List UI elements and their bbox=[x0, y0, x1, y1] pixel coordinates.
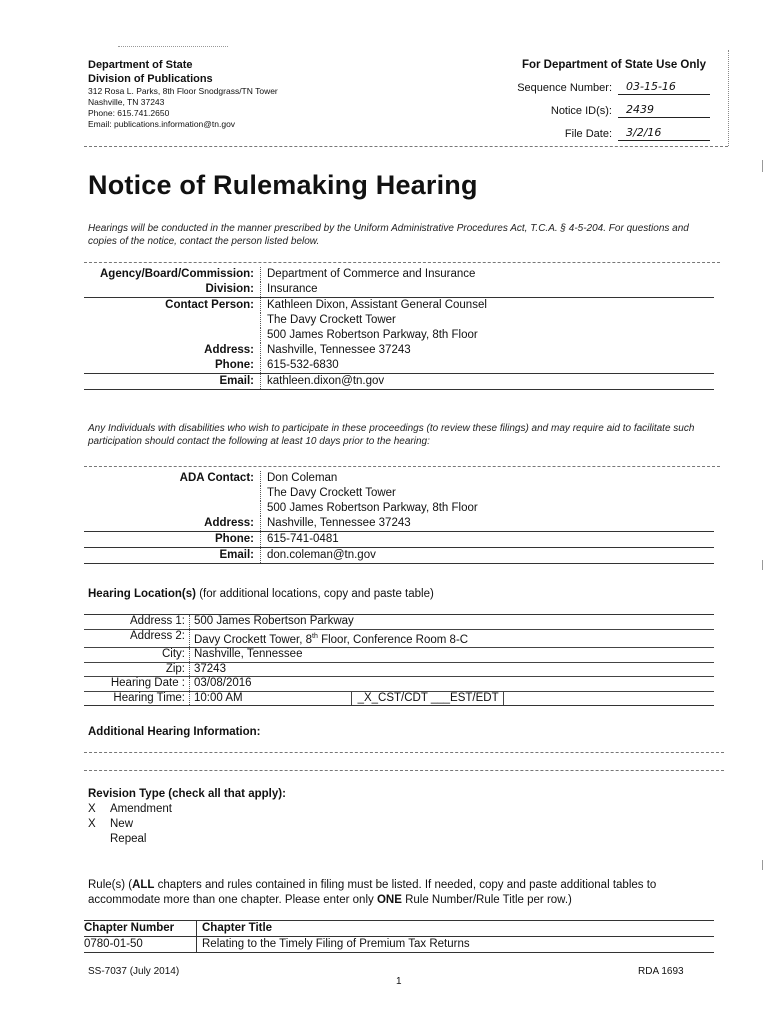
notice-id-label: Notice ID(s): bbox=[550, 105, 612, 117]
publisher-address-line2: Nashville, TN 37243 bbox=[88, 97, 165, 107]
ada-table bbox=[84, 471, 714, 564]
location-row-time bbox=[84, 692, 714, 706]
address-line3: Nashville, Tennessee 37243 bbox=[260, 343, 714, 358]
address-line1: The Davy Crockett Tower bbox=[260, 313, 714, 328]
page-title: Notice of Rulemaking Hearing bbox=[88, 170, 478, 200]
timezone-selection: _X_CST/CDT ___EST/EDT bbox=[351, 692, 504, 706]
header-divider bbox=[84, 146, 728, 147]
rules-instructions: Rule(s) (ALL chapters and rules contained in filing must be listed. If needed, copy and paste additional tables to accommodate more than one chapter. Please enter only ONE Rule Number/Rule Title per row.) bbox=[88, 879, 657, 906]
address-label: Address: bbox=[204, 344, 254, 356]
email-row bbox=[84, 374, 714, 390]
zip-value: 37243 bbox=[194, 662, 226, 675]
location-row-city bbox=[84, 648, 714, 663]
hearing-location-heading: Hearing Location(s) bbox=[88, 588, 196, 600]
rda-number: RDA 1693 bbox=[638, 966, 684, 977]
publisher-phone: Phone: 615.741.2650 bbox=[88, 108, 170, 118]
hearing-time-label: Hearing Time: bbox=[84, 692, 190, 706]
ada-address-line3: Nashville, Tennessee 37243 bbox=[260, 516, 714, 531]
hearing-date-value: 03/08/2016 bbox=[194, 677, 252, 690]
amendment-check: X bbox=[88, 803, 96, 815]
sequence-number-row bbox=[470, 80, 720, 95]
amendment-label: Amendment bbox=[110, 803, 173, 815]
contact-person-row bbox=[84, 298, 714, 313]
ada-email-row bbox=[84, 548, 714, 564]
ada-email-value: don.coleman@tn.gov bbox=[260, 548, 714, 563]
scan-edge-mark bbox=[762, 560, 763, 570]
agency-label: Agency/Board/Commission: bbox=[100, 268, 254, 280]
page-number: 1 bbox=[396, 976, 402, 987]
additional-info-box-top bbox=[84, 752, 724, 753]
revision-type-list bbox=[88, 802, 172, 847]
address1-value: 500 James Robertson Parkway bbox=[194, 615, 354, 627]
intro-note: Hearings will be conducted in the manner prescribed by the Uniform Administrative Procedures Act, T.C.A. § 4-5-204. For questions and copies of the notice, contact the person listed below. bbox=[88, 223, 689, 247]
revision-type-title: Revision Type (check all that apply): bbox=[88, 788, 286, 800]
additional-info-title: Additional Hearing Information: bbox=[88, 726, 261, 738]
notice-id-value: 2439 bbox=[618, 103, 710, 118]
address2-label: Address 2: bbox=[84, 630, 190, 647]
rules-table-header bbox=[84, 921, 714, 937]
scan-edge-mark bbox=[762, 160, 763, 172]
scan-mark bbox=[118, 46, 228, 47]
publisher-block bbox=[88, 58, 418, 130]
ada-contact-row bbox=[84, 471, 714, 486]
location-row-date bbox=[84, 677, 714, 692]
ada-phone-value: 615-741-0481 bbox=[260, 532, 714, 547]
revision-new bbox=[88, 817, 172, 832]
state-use-block bbox=[470, 58, 720, 141]
address1-label: Address 1: bbox=[84, 615, 190, 629]
ada-contact-value: Don Coleman bbox=[260, 471, 714, 486]
phone-row bbox=[84, 358, 714, 374]
location-row-address2 bbox=[84, 630, 714, 648]
rules-table-row bbox=[84, 937, 714, 952]
agency-value: Department of Commerce and Insurance bbox=[260, 267, 714, 282]
revision-amendment bbox=[88, 802, 172, 817]
address-row bbox=[84, 313, 714, 328]
file-date-label: File Date: bbox=[564, 128, 612, 140]
division-value: Insurance bbox=[260, 282, 714, 297]
division-name: Division of Publications bbox=[88, 73, 213, 85]
form-id: SS-7037 (July 2014) bbox=[88, 966, 180, 977]
address2-value: Davy Crockett Tower, 8th Floor, Conference Room 8-C bbox=[194, 632, 469, 646]
division-label: Division: bbox=[205, 283, 254, 295]
hearing-date-label: Hearing Date : bbox=[84, 677, 190, 691]
state-use-title: For Department of State Use Only bbox=[521, 59, 706, 71]
ada-address-line1: The Davy Crockett Tower bbox=[260, 486, 714, 501]
repeal-check bbox=[88, 832, 110, 847]
department-name: Department of State bbox=[88, 59, 193, 71]
city-value: Nashville, Tennessee bbox=[194, 648, 303, 661]
rules-table bbox=[84, 920, 714, 953]
new-label: New bbox=[110, 818, 134, 830]
address-line2: 500 James Robertson Parkway, 8th Floor bbox=[260, 328, 714, 343]
phone-value: 615-532-6830 bbox=[260, 358, 714, 373]
file-date-row bbox=[470, 126, 720, 141]
zip-label: Zip: bbox=[84, 663, 190, 677]
phone-label: Phone: bbox=[215, 359, 254, 371]
chapter-title-header: Chapter Title bbox=[196, 921, 714, 936]
header-right-border bbox=[728, 50, 729, 146]
agency-table-top bbox=[84, 262, 720, 263]
sequence-number-value: 03-15-16 bbox=[618, 80, 710, 95]
new-check: X bbox=[88, 818, 96, 830]
scan-edge-mark bbox=[762, 860, 763, 870]
location-row-address1 bbox=[84, 615, 714, 630]
ada-address-line2: 500 James Robertson Parkway, 8th Floor bbox=[260, 501, 714, 516]
ada-email-label: Email: bbox=[219, 549, 254, 561]
ada-phone-row bbox=[84, 532, 714, 548]
publisher-email: Email: publications.information@tn.gov bbox=[88, 119, 236, 129]
ada-address-row bbox=[84, 516, 714, 532]
repeal-label: Repeal bbox=[110, 833, 147, 845]
sequence-number-label: Sequence Number: bbox=[517, 82, 612, 94]
city-label: City: bbox=[84, 648, 190, 662]
hearing-location-note: (for additional locations, copy and paste table) bbox=[199, 588, 434, 600]
email-value: kathleen.dixon@tn.gov bbox=[260, 374, 714, 389]
notice-id-row bbox=[470, 103, 720, 118]
email-label: Email: bbox=[219, 375, 254, 387]
hearing-time-value: 10:00 AM bbox=[194, 691, 243, 704]
contact-person-value: Kathleen Dixon, Assistant General Counsel bbox=[260, 298, 714, 313]
ada-note: Any Individuals with disabilities who wish to participate in these proceedings (to review these filings) and may require aid to facilitate such participation should contact the following at least 10 days prior to the hearing: bbox=[88, 423, 695, 447]
revision-repeal bbox=[88, 832, 172, 847]
hearing-location-table bbox=[84, 614, 714, 706]
agency-table bbox=[84, 267, 714, 390]
ada-contact-label: ADA Contact: bbox=[179, 472, 254, 484]
additional-info-box-bottom bbox=[84, 770, 724, 771]
chapter-number-header: Chapter Number bbox=[84, 922, 175, 934]
division-row bbox=[84, 282, 714, 298]
publisher-address-line1: 312 Rosa L. Parks, 8th Floor Snodgrass/TN Tower bbox=[88, 86, 278, 96]
location-row-zip bbox=[84, 663, 714, 678]
ada-table-top bbox=[84, 466, 720, 467]
contact-person-label: Contact Person: bbox=[165, 299, 254, 311]
agency-row bbox=[84, 267, 714, 282]
file-date-value: 3/2/16 bbox=[618, 126, 710, 141]
ada-address-label: Address: bbox=[204, 517, 254, 529]
chapter-number-value: 0780-01-50 bbox=[84, 938, 143, 950]
hearing-location-title bbox=[88, 588, 434, 600]
ada-phone-label: Phone: bbox=[215, 533, 254, 545]
chapter-title-value: Relating to the Timely Filing of Premium Tax Returns bbox=[196, 937, 714, 952]
